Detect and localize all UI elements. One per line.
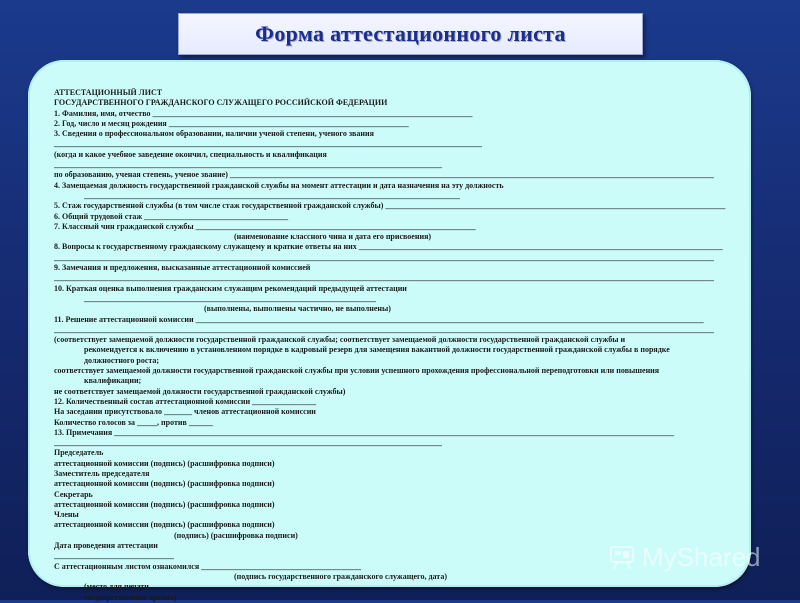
watermark [608, 540, 761, 574]
form-line: 7. Классный чин гражданской службы ______________________________________________________________________ [54, 221, 476, 231]
form-line: _________________________________________________________________________________________________ [54, 438, 442, 448]
form-line: Секретарь [54, 489, 93, 499]
form-line: (наименование классного чина и дата его присвоения) [234, 232, 432, 242]
form-line: _____________________________________________________________________________________________________________________________________________________________________ [54, 273, 714, 283]
form-line: 11. Решение аттестационной комиссии _______________________________________________________________________________________________________________________________ [54, 314, 704, 324]
form-line: (подпись) (расшифровка подписи) [174, 530, 298, 540]
form-line: соответствует замещаемой должности государственной гражданской службы при условии успешного прохождения профессиональной переподготовки или повышения [54, 366, 660, 376]
form-line: (когда и какое учебное заведение окончил, специальность и квалификация [54, 149, 327, 159]
form-line: аттестационной комиссии (подпись) (расшифровка подписи) [54, 520, 275, 530]
form-line: должностного роста; [84, 355, 160, 365]
form-line: 10. Краткая оценка выполнения гражданским служащим рекомендаций предыдущей аттестации [54, 283, 407, 293]
form-line: ГОСУДАРСТВЕННОГО ГРАЖДАНСКОГО СЛУЖАЩЕГО РОССИЙСКОЙ ФЕДЕРАЦИИ [54, 98, 388, 108]
form-line: _____________________________________________________________________________________________________________________________________________________________________ [54, 252, 714, 262]
form-line: На заседании присутствовало _______ членов аттестационной комиссии [54, 407, 316, 417]
form-line: 1. Фамилия, имя, отчество ________________________________________________________________________________ [54, 108, 473, 118]
form-line: 2. Год, число и месяц рождения ____________________________________________________________ [54, 118, 409, 128]
form-line: государственного органа) [84, 592, 177, 602]
watermark-text: MyShared [642, 541, 761, 572]
form-line: 3. Сведения о профессиональном образовании, наличии ученой степени, ученого звания [54, 129, 374, 139]
form-line: аттестационной комиссии (подпись) (расшифровка подписи) [54, 499, 275, 509]
attestation-form-text [54, 88, 754, 603]
presentation-board-icon [608, 543, 636, 571]
form-line: 6. Общий трудовой стаж ____________________________________ [54, 211, 289, 221]
slide-title: Форма аттестационного листа [255, 21, 566, 46]
form-line: ______________________________________________________________________________________________ [84, 190, 460, 200]
form-line: 9. Замечания и предложения, высказанные аттестационной комиссией [54, 263, 311, 273]
form-line: 8. Вопросы к государственному гражданскому служащему и краткие ответы на них ___________________________________________________________________________________________ [54, 242, 723, 252]
form-line: Члены [54, 510, 79, 520]
form-line: не соответствует замещаемой должности государственной гражданской службы) [54, 386, 346, 396]
form-line: 13. Примечания ____________________________________________________________________________________________________________________________________________ [54, 427, 675, 437]
form-line: _________________________________________________________________________ [84, 293, 376, 303]
form-line: квалификации; [84, 376, 142, 386]
form-line: Дата проведения аттестации [54, 541, 158, 551]
form-line: (подпись государственного гражданского служащего, дата) [234, 571, 447, 581]
form-line: _____________________________________________________________________________________________________________________________________________________________________ [54, 324, 714, 334]
form-line: АТТЕСТАЦИОННЫЙ ЛИСТ [54, 88, 163, 97]
form-line: Председатель [54, 448, 104, 458]
form-line: ______________________________ [54, 551, 174, 561]
form-line: 12. Количественный состав аттестационной комиссии ________________ [54, 396, 317, 406]
form-line: Количество голосов за _____, против ______ [54, 417, 213, 427]
form-line: (выполнены, выполнены частично, не выполнены) [204, 304, 391, 314]
form-line: С аттестационным листом ознакомился ________________________________________ [54, 561, 362, 571]
form-line: ___________________________________________________________________________________________________________ [54, 139, 482, 149]
form-line: аттестационной комиссии (подпись) (расшифровка подписи) [54, 458, 275, 468]
form-line: 5. Стаж государственной службы (в том числе стаж государственной гражданской службы) _____________________________________________________________________________________ [54, 201, 726, 211]
form-line: аттестационной комиссии (подпись) (расшифровка подписи) [54, 479, 275, 489]
form-line: _________________________________________________________________________________________________ [54, 160, 442, 170]
form-line: рекомендуется к включению в установленном порядке в кадровый резерв для замещения вакантной должности государственной гражданской службы в порядке [84, 345, 670, 355]
form-line: Заместитель председателя [54, 468, 150, 478]
form-line: 4. Замещаемая должность государственной гражданской службы на момент аттестации и дата назначения на эту должность [54, 180, 504, 190]
slide-title-box [178, 13, 643, 55]
form-line: по образованию, ученая степень, ученое звание) _________________________________________________________________________________________________________________________ [54, 170, 714, 180]
form-line: (соответствует замещаемой должности государственной гражданской службы; соответствует замещаемой должности государственной гражданской службы и [54, 335, 626, 345]
form-line: (место для печати [84, 582, 149, 592]
